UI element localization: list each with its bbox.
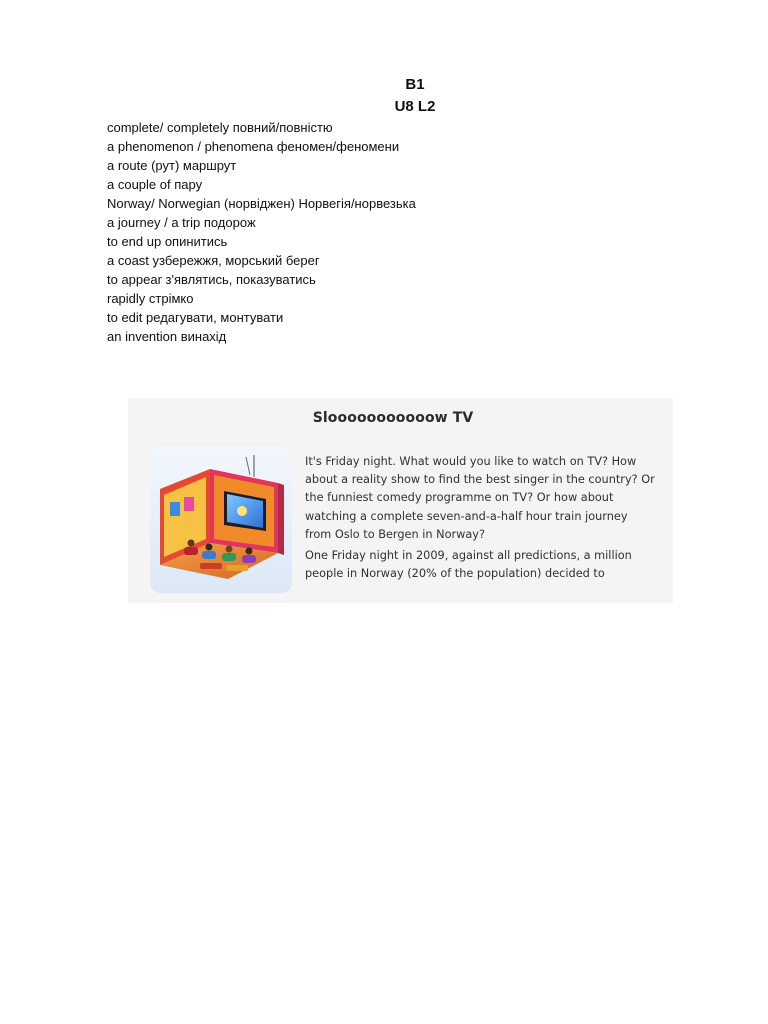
vocab-item: to edit редагувати, монтувати bbox=[107, 310, 284, 325]
vocab-item: an invention винахід bbox=[107, 329, 227, 344]
article-paragraph: It's Friday night. What would you like to watch on TV? How about a reality show to find the best singer in the country? Or the funniest comedy programme on TV? Or how about watching a complete seven-and-a-half hour train journey from Oslo to Bergen in Norway? bbox=[305, 455, 655, 541]
vocab-item: a journey / a trip подорож bbox=[107, 215, 256, 230]
article-body bbox=[305, 453, 655, 586]
vocab-item: a coast узбережжя, морський берег bbox=[107, 253, 320, 268]
living-room-tv-illustration-icon bbox=[150, 447, 292, 593]
article-title: Slooooooooooow TV bbox=[312, 410, 474, 426]
vocabulary-list bbox=[107, 118, 416, 346]
vocab-item: to end up опинитись bbox=[107, 234, 228, 249]
vocab-item: rapidly стрімко bbox=[107, 291, 194, 306]
unit-lesson-heading: U8 L2 bbox=[394, 98, 436, 115]
vocab-item: a route (рут) маршрут bbox=[107, 158, 237, 173]
vocab-item: a couple of пару bbox=[107, 177, 203, 192]
vocab-item: to appear з'являтись, показуватись bbox=[107, 272, 316, 287]
vocab-item: a phenomenon / phenomena феномен/феномени bbox=[107, 139, 400, 154]
article-paragraph: One Friday night in 2009, against all predictions, a million people in Norway (20% of the population) decided to bbox=[305, 549, 632, 581]
vocab-item: complete/ completely повний/повністю bbox=[107, 120, 333, 135]
level-heading: B1 bbox=[405, 76, 425, 93]
article-excerpt-image bbox=[128, 398, 673, 603]
vocab-item: Norway/ Norwegian (норвіджен) Норвегія/норвезька bbox=[107, 196, 416, 211]
